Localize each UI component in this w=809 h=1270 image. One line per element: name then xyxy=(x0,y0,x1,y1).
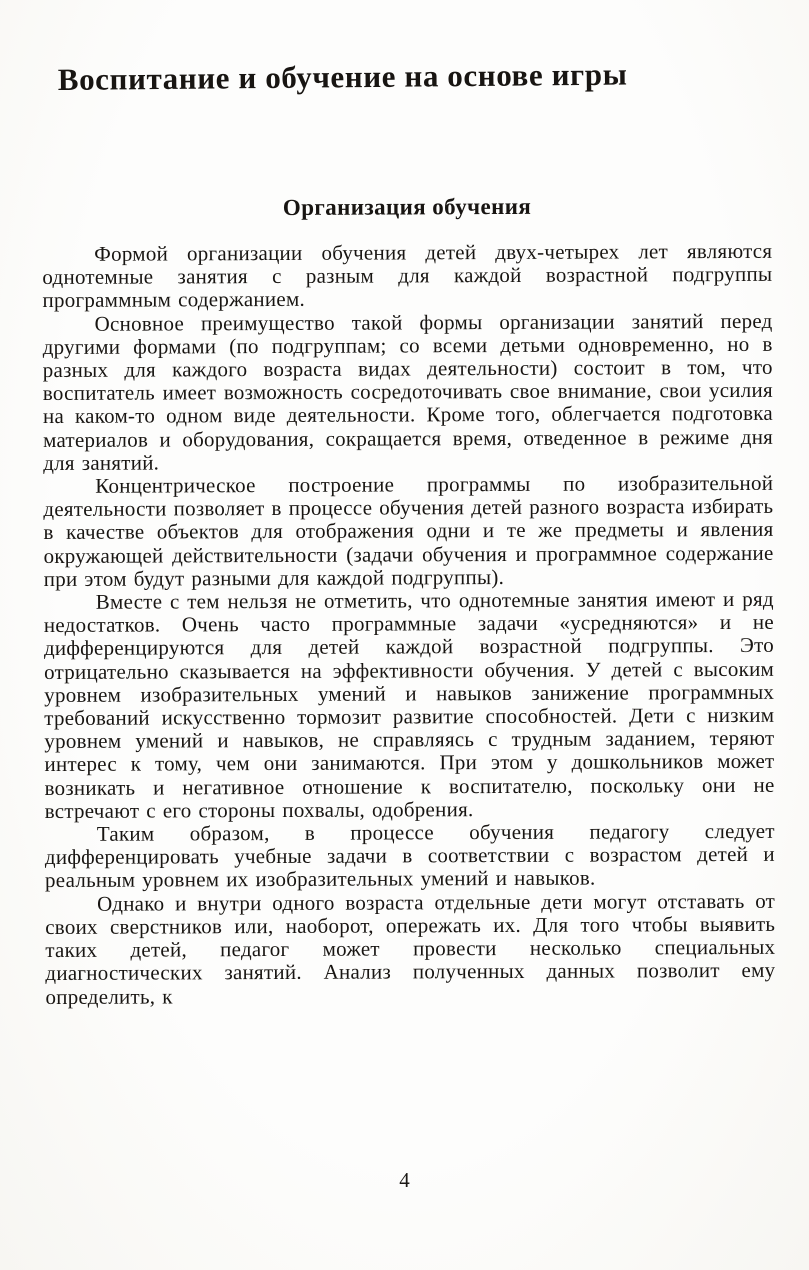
chapter-title: Воспитание и обучение на основе игры xyxy=(57,56,628,98)
body-text xyxy=(42,240,775,1009)
page-number: 4 xyxy=(399,1168,410,1192)
paragraph-1: Формой организации обучения детей двух-четырех лет являются однотемные занятия с разным для каждой возрастной подгруппы программным содержанием. xyxy=(42,238,773,313)
paragraph-5: Таким образом, в процессе обучения педагогу следует дифференцировать учебные задачи в соответствии с возрастом детей и реальным уровнем их изобразительных умений и навыков. xyxy=(44,818,775,893)
page-content xyxy=(42,193,776,1009)
section-title: Организация обучения xyxy=(282,193,532,220)
paragraph-4: Вместе с тем нельзя не отметить, что однотемные занятия имеют и ряд недостатков. Очень часто программные задачи «усредняются» и не дифференцируются для детей каждой возрастной подгруппы. Это отрицательно сказывается на эффективности обучения. У детей с высоким уровнем изобразительных умений и навыков занижение программных требований искусственно тормозит развитие способностей. Дети с низким уровнем умений и навыков, не справляясь с трудным заданием, теряют интерес к тому, чем они занимаются. При этом у дошкольников может возникать и негативное отношение к воспитателю, поскольку они не встречают с его стороны похвалы, одобрения. xyxy=(43,586,775,823)
paragraph-6: Однако и внутри одного возраста отдельные дети могут отставать от своих сверстников или, наоборот, опережать их. Для того чтобы выявить таких детей, педагог может провести несколько специальных диагностических занятий. Анализ полученных данных позволит ему определить, к xyxy=(45,888,776,1009)
paragraph-3: Концентрическое построение программы по изобразительной деятельности позволяет в процессе обучения детей разного возраста избирать в качестве объектов для отображения одни и те же предметы и явления окружающей действительности (задачи обучения и программное содержание при этом будут разными для каждой подгруппы). xyxy=(43,470,774,591)
paragraph-2: Основное преимущество такой формы организации занятий перед другими формами (по подгруппам; со всеми детьми одновременно, но в разных для каждого возраста видах деятельности) состоит в том, что воспитатель имеет возможность сосредоточивать свое внимание, свои усилия на каком-то одном виде деятельности. Кроме того, облегчается подготовка материалов и оборудования, сокращается время, отведенное в режиме дня для занятий. xyxy=(42,308,774,475)
